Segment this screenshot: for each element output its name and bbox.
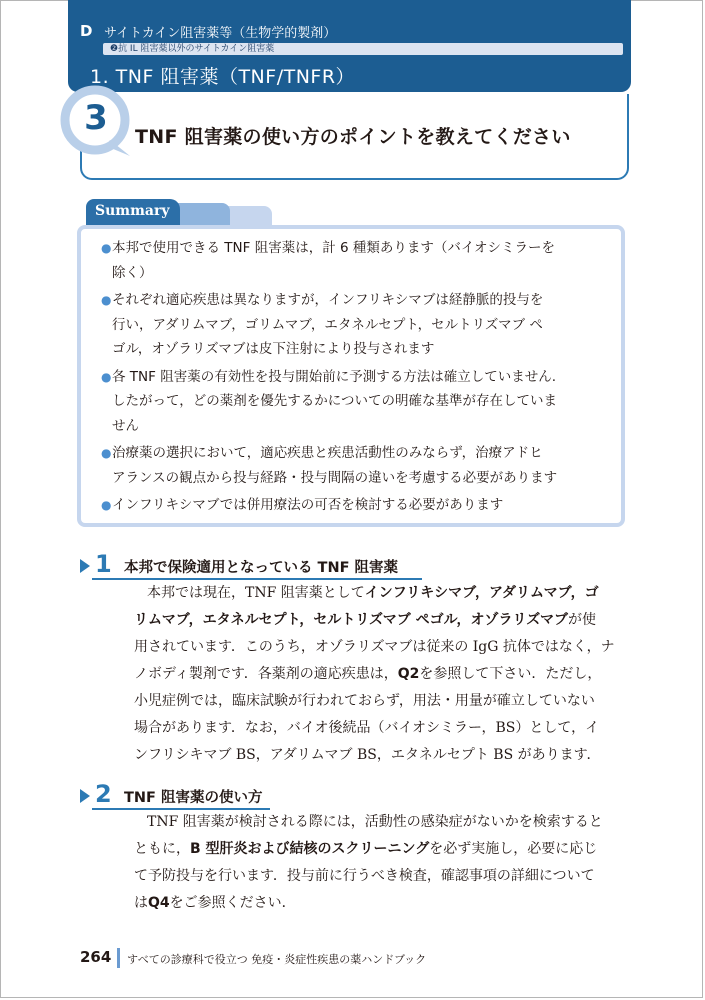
section-body <box>134 580 641 769</box>
summary-item <box>101 441 617 490</box>
text-run: て予防投与を行います．投与前に行うべき検査，確認事項の詳細について <box>134 868 595 884</box>
body-line <box>134 607 641 634</box>
summary-item-line: 各 TNF 阻害薬の有効性を投与開始前に予測する方法は確立していません. <box>112 368 556 385</box>
question-text: TNF 阻害薬の使い方のポイントを教えてください <box>135 126 571 148</box>
body-line <box>134 863 641 890</box>
summary-item-line: したがって，どの薬剤を優先するかについての明確な基準が存在していま <box>112 393 557 409</box>
body-line <box>147 809 641 836</box>
text-run: ノボディ製剤です．各薬剤の適応疾患は， <box>134 666 398 682</box>
chapter-title: 1. TNF 阻害薬（TNF/TNFR） <box>90 66 356 88</box>
body-line <box>134 836 641 863</box>
text-run: ンフリシキマブ BS，アダリムマブ BS，エタネルセプト BS があります． <box>134 747 601 763</box>
text-run: をご参照ください． <box>169 895 296 911</box>
book-title: すべての診療科で役立つ 免疫・炎症性疾患の薬ハンドブック <box>127 953 427 966</box>
bold-run: Q4 <box>148 895 170 911</box>
summary-item <box>101 288 617 362</box>
summary-label: Summary <box>95 203 170 219</box>
summary-item-line: アランスの観点から投与経路・投与間隔の違いを考慮する必要があります <box>112 469 558 486</box>
body-line <box>134 661 641 688</box>
summary-item-line: それぞれ適応疾患は異なりますが，インフリキシマブは経静脈的投与を <box>112 292 544 308</box>
bullet-icon: ● <box>101 446 112 460</box>
bullet-icon: ● <box>101 293 112 307</box>
summary-item-line: せん <box>112 417 139 434</box>
section-number: 1 <box>95 550 112 578</box>
summary-item-line: 治療薬の選択において，適応疾患と疾患活動性のみならず，治療アドヒ <box>112 445 543 461</box>
text-run: は <box>134 895 148 911</box>
page-number: 264 <box>80 948 112 966</box>
summary-item <box>101 365 617 439</box>
text-run: ともに， <box>134 841 190 857</box>
summary-item-line: 本邦で使用できる TNF 阻害薬は，計 6 種類あります（バイオシミラーを <box>112 240 555 256</box>
text-run: 小児症例では，臨床試験が行われておらず，用法・用量が確立していない <box>134 693 595 709</box>
subsection-title: ❷抗 IL 阻害薬以外のサイトカイン阻害薬 <box>110 44 275 54</box>
section-arrow-icon <box>80 559 90 573</box>
footer-separator <box>117 948 120 968</box>
question-number: 3 <box>84 98 108 138</box>
text-run: TNF 阻害薬が検討される際には，活動性の感染症がないかを検索すると <box>147 814 603 830</box>
summary-item-line: ゴル，オゾラリズマブは皮下注射により投与されます <box>112 341 435 357</box>
body-line <box>134 715 641 742</box>
body-line <box>134 634 641 661</box>
text-run: を必ず実施し，必要に応じ <box>429 841 598 857</box>
bold-run: インフリキシマブ，アダリムマブ，ゴ <box>364 585 599 601</box>
bullet-icon: ● <box>101 498 112 512</box>
summary-tab-decor <box>172 203 230 225</box>
chapter-section-title: サイトカイン阻害薬等（生物学的製剤） <box>104 26 337 41</box>
text-run: 本邦では現在，TNF 阻害薬として <box>147 585 365 601</box>
bold-run: リムマブ，エタネルセプト，セルトリズマブ ペゴル，オゾラリズマブ <box>134 612 568 628</box>
section-arrow-icon <box>80 789 90 803</box>
summary-item-line: 除く） <box>112 264 153 281</box>
chapter-letter: D <box>80 22 93 40</box>
section-title: 本邦で保険適用となっている TNF 阻害薬 <box>124 560 399 576</box>
summary-list <box>101 236 617 521</box>
summary-item <box>101 493 617 518</box>
section-number: 2 <box>95 780 112 808</box>
body-line <box>134 742 641 769</box>
summary-tab-decor <box>224 206 272 225</box>
body-line <box>134 890 641 917</box>
bullet-icon: ● <box>101 369 112 384</box>
summary-item <box>101 236 617 285</box>
text-run: 用されています．このうち，オゾラリズマブは従来の IgG 抗体ではなく，ナ <box>134 639 615 655</box>
section-body <box>134 809 641 917</box>
summary-item-line: インフリキシマブでは併用療法の可否を検討する必要があります <box>112 497 504 513</box>
section-title: TNF 阻害薬の使い方 <box>124 790 263 806</box>
bold-run: B 型肝炎および結核のスクリーニング <box>190 841 430 857</box>
body-line <box>147 580 641 607</box>
bold-run: Q2 <box>397 666 420 682</box>
bullet-icon: ● <box>101 241 112 255</box>
text-run: が使 <box>567 612 596 628</box>
summary-item-line: 行い，アダリムマブ，ゴリムマブ，エタネルセプト，セルトリズマブ ペ <box>112 316 543 333</box>
text-run: 場合があります．なお，バイオ後続品（バイオシミラー，BS）として，イ <box>134 720 600 736</box>
text-run: を参照して下さい．ただし， <box>419 666 602 682</box>
body-line <box>134 688 641 715</box>
